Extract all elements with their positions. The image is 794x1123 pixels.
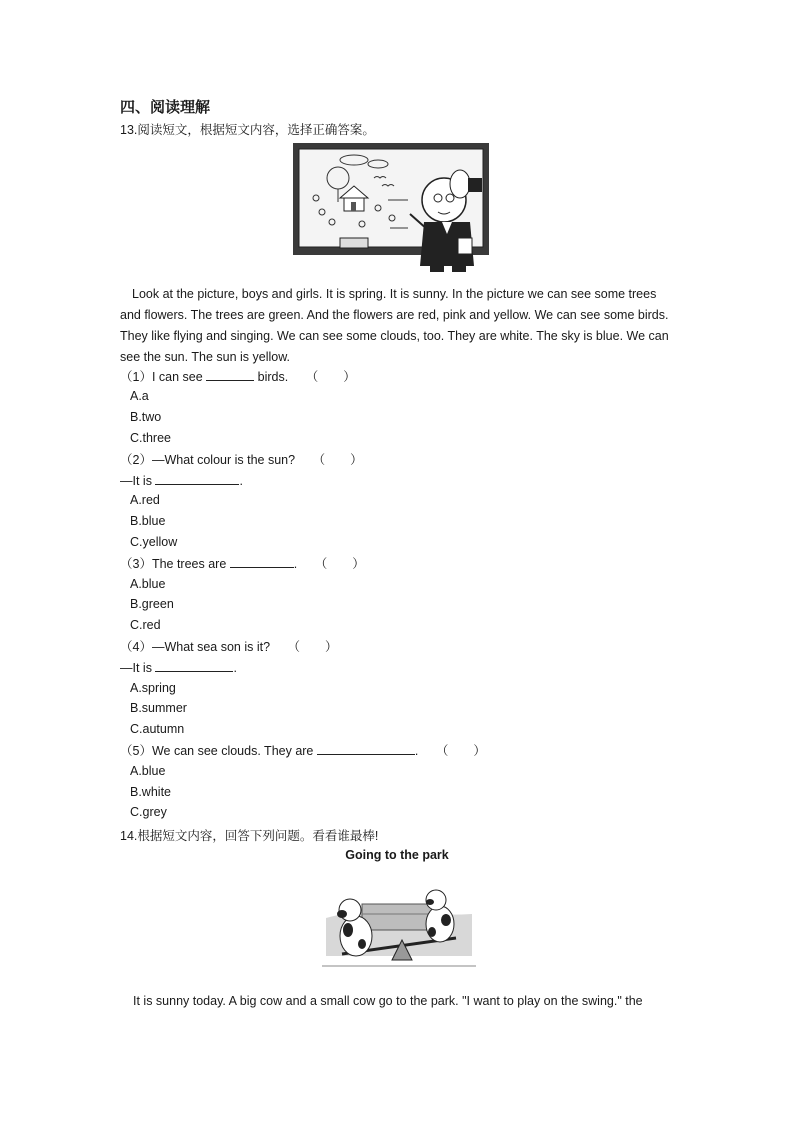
q13-1-option-a: A.a: [130, 389, 149, 403]
q13-2-answer-prefix: —It is: [120, 474, 152, 488]
q13-2-answer-suffix: .: [239, 474, 243, 488]
q13-3-answer-paren[interactable]: （ ）: [314, 557, 365, 571]
q13-1-stem-text: （1）I can see: [120, 370, 203, 384]
q13-4-blank[interactable]: [155, 659, 233, 672]
q13-1-stem-post: birds.: [254, 370, 289, 384]
q13-3-option-b: B.green: [130, 597, 174, 611]
q13-5-blank[interactable]: [317, 742, 415, 755]
q13-5-stem-post: .: [414, 744, 419, 758]
q13-passage: Look at the picture, boys and girls. It is spring. It is sunny. In the picture we can see some trees and flowers. The trees are green. And the flowers are red, pink and yellow. We can see some birds. They like flying and singing. We can see some clouds, too. They are white. The sky is blue. We can see the sun. The sun is yellow.: [120, 287, 669, 364]
teacher-blackboard-illustration: [292, 142, 500, 276]
q13-3-option-c: C.red: [130, 618, 161, 632]
q13-1-option-b: B.two: [130, 410, 162, 424]
q13-2-blank[interactable]: [155, 472, 239, 485]
q13-4-stem: [120, 637, 338, 658]
q13-4-stem-text: （4）—What sea son is it?: [120, 640, 271, 654]
q13-2-answer-line: [120, 471, 243, 492]
q13-5-option-a: A.blue: [130, 764, 166, 778]
q13-5-stem: [120, 741, 486, 762]
q13-5-option-c: C.grey: [130, 805, 167, 819]
q13-4-option-b: B.summer: [130, 701, 187, 715]
q13-4-answer-prefix: —It is: [120, 661, 152, 675]
q13-4-answer-suffix: .: [233, 661, 237, 675]
cows-seesaw-illustration: [322, 884, 476, 976]
q13-heading: 13.阅读短文，根据短文内容，选择正确答案。: [120, 123, 375, 137]
q13-4-answer-line: [120, 658, 237, 679]
q13-1-answer-paren[interactable]: （ ）: [305, 370, 356, 384]
q13-2-answer-paren[interactable]: （ ）: [312, 453, 363, 467]
q14-title: Going to the park: [345, 848, 449, 862]
q13-5-answer-paren[interactable]: （ ）: [435, 744, 486, 758]
q13-5-option-b: B.white: [130, 785, 171, 799]
q13-3-blank[interactable]: [230, 555, 294, 568]
q13-4-option-c: C.autumn: [130, 722, 185, 736]
q13-3-stem-post: .: [293, 557, 298, 571]
q13-1-option-c: C.three: [130, 431, 171, 445]
q13-3-option-a: A.blue: [130, 577, 166, 591]
q13-5-stem-text: （5）We can see clouds. They are: [120, 744, 314, 758]
q13-3-stem: [120, 554, 365, 575]
q14-heading: 14.根据短文内容，回答下列问题。看看谁最棒!: [120, 829, 379, 843]
q13-1-stem: [120, 367, 356, 388]
q14-passage: It is sunny today. A big cow and a small cow go to the park. "I want to play on the swing." the: [133, 994, 643, 1008]
q13-2-option-c: C.yellow: [130, 535, 178, 549]
section-title: 四、阅读理解: [120, 99, 211, 116]
q13-2-stem: [120, 450, 363, 471]
q13-4-answer-paren[interactable]: （ ）: [287, 640, 338, 654]
q13-4-option-a: A.spring: [130, 681, 176, 695]
q13-1-blank[interactable]: [206, 368, 254, 381]
q13-2-option-b: B.blue: [130, 514, 166, 528]
q13-2-option-a: A.red: [130, 493, 160, 507]
q13-2-stem-text: （2）—What colour is the sun?: [120, 453, 296, 467]
q13-3-stem-text: （3）The trees are: [120, 557, 227, 571]
